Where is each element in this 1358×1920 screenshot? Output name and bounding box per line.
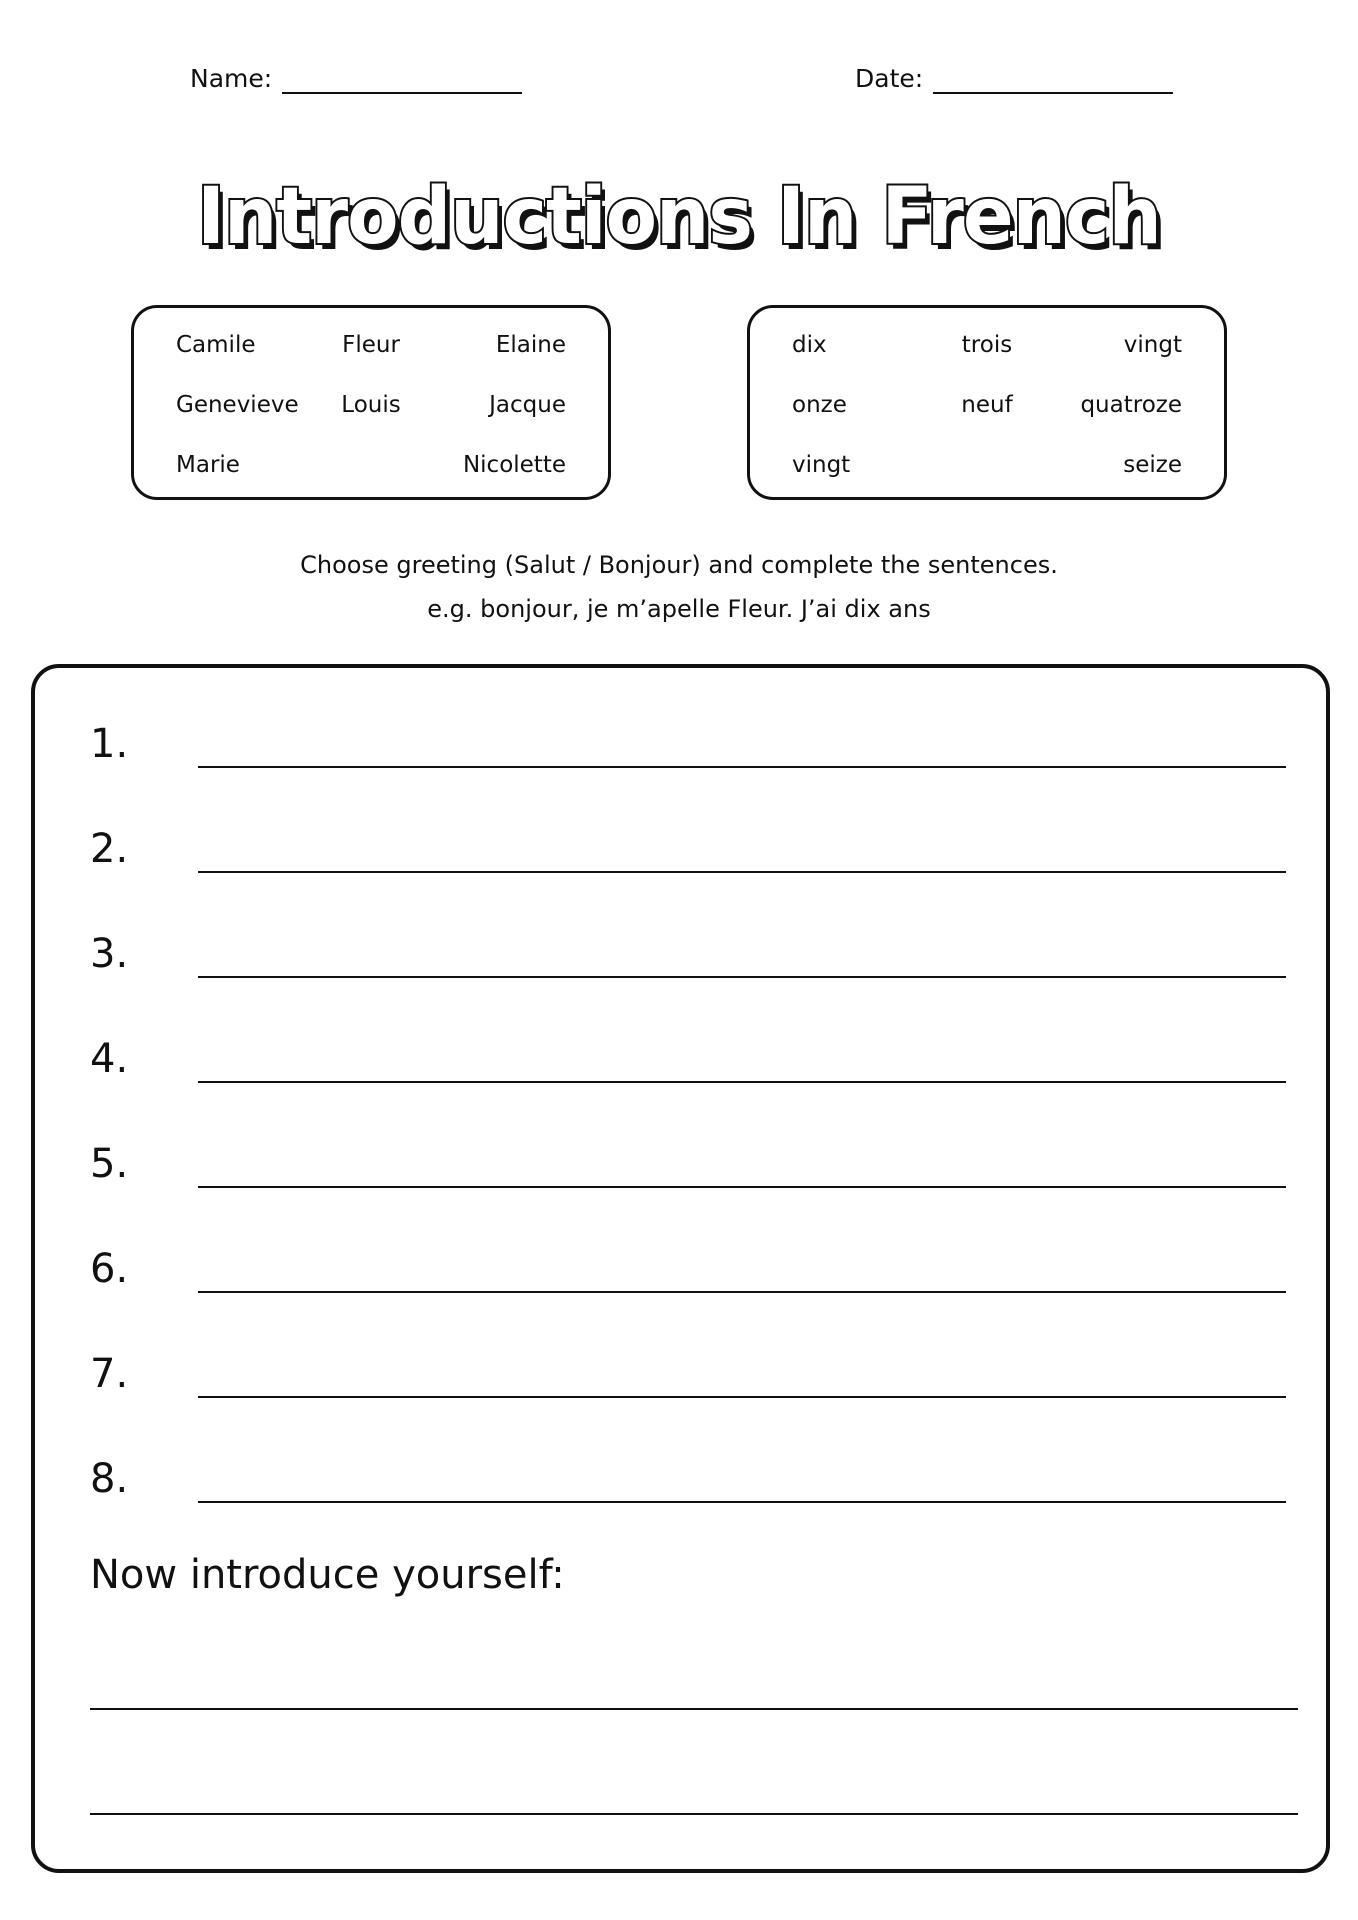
word-bank-item: vingt	[1123, 332, 1182, 358]
answer-line[interactable]	[198, 1291, 1286, 1293]
word-bank-item: Jacque	[489, 392, 566, 418]
answer-number: 8.	[90, 1456, 129, 1502]
title-container	[0, 172, 1358, 262]
word-bank-item: Nicolette	[462, 452, 566, 478]
name-input-line[interactable]	[282, 68, 522, 94]
answer-line[interactable]	[198, 976, 1286, 978]
introduce-line[interactable]	[90, 1813, 1298, 1815]
word-bank-item: vingt	[792, 452, 851, 478]
answer-row[interactable]	[90, 1443, 1286, 1503]
name-label: Name:	[190, 64, 273, 93]
answer-line[interactable]	[198, 1396, 1286, 1398]
word-bank-item: onze	[792, 392, 847, 418]
answer-number: 4.	[90, 1036, 129, 1082]
word-bank-item: Marie	[176, 452, 240, 478]
answer-line[interactable]	[198, 1081, 1286, 1083]
answer-row[interactable]	[90, 1338, 1286, 1398]
word-bank-row	[176, 448, 566, 482]
word-bank-row	[176, 388, 566, 422]
date-input-line[interactable]	[933, 68, 1173, 94]
page-title: Introductions In French	[197, 172, 1161, 262]
answer-number: 3.	[90, 931, 129, 977]
answer-line[interactable]	[198, 766, 1286, 768]
word-bank-item: Camile	[176, 332, 256, 358]
answer-number: 6.	[90, 1246, 129, 1292]
answer-row[interactable]	[90, 918, 1286, 978]
word-bank-item: dix	[792, 332, 827, 358]
introduce-line[interactable]	[90, 1708, 1298, 1710]
answer-line[interactable]	[198, 1186, 1286, 1188]
names-word-bank	[131, 305, 611, 500]
word-bank-row	[176, 328, 566, 362]
word-bank-item: Fleur	[342, 332, 400, 358]
word-bank-item: trois	[961, 332, 1013, 358]
word-bank-row	[792, 388, 1182, 422]
answer-row[interactable]	[90, 813, 1286, 873]
answer-row[interactable]	[90, 708, 1286, 768]
answer-number: 2.	[90, 826, 129, 872]
answer-number: 7.	[90, 1351, 129, 1397]
word-bank-item: Elaine	[495, 332, 566, 358]
example-line: e.g. bonjour, je m’apelle Fleur. J’ai dix ans	[427, 595, 931, 623]
answer-line[interactable]	[198, 1501, 1286, 1503]
instruction-line: Choose greeting (Salut / Bonjour) and complete the sentences.	[300, 551, 1058, 579]
word-bank-item: Genevieve	[176, 392, 299, 418]
word-bank-item: seize	[1123, 452, 1182, 478]
date-field[interactable]	[855, 64, 1173, 94]
word-bank-item: quatroze	[1080, 392, 1182, 418]
numbers-word-bank	[747, 305, 1227, 500]
name-field[interactable]	[190, 64, 522, 94]
answer-number: 1.	[90, 721, 129, 767]
answer-row[interactable]	[90, 1128, 1286, 1188]
word-bank-row	[792, 448, 1182, 482]
answer-row[interactable]	[90, 1023, 1286, 1083]
date-label: Date:	[855, 64, 924, 93]
answer-line[interactable]	[198, 871, 1286, 873]
word-bank-item: Louis	[341, 392, 401, 418]
answer-row[interactable]	[90, 1233, 1286, 1293]
word-bank-item: neuf	[961, 392, 1013, 418]
answer-number: 5.	[90, 1141, 129, 1187]
word-bank-row	[792, 328, 1182, 362]
instructions	[0, 543, 1358, 631]
introduce-yourself-label: Now introduce yourself:	[90, 1552, 565, 1598]
answer-box	[31, 664, 1330, 1873]
